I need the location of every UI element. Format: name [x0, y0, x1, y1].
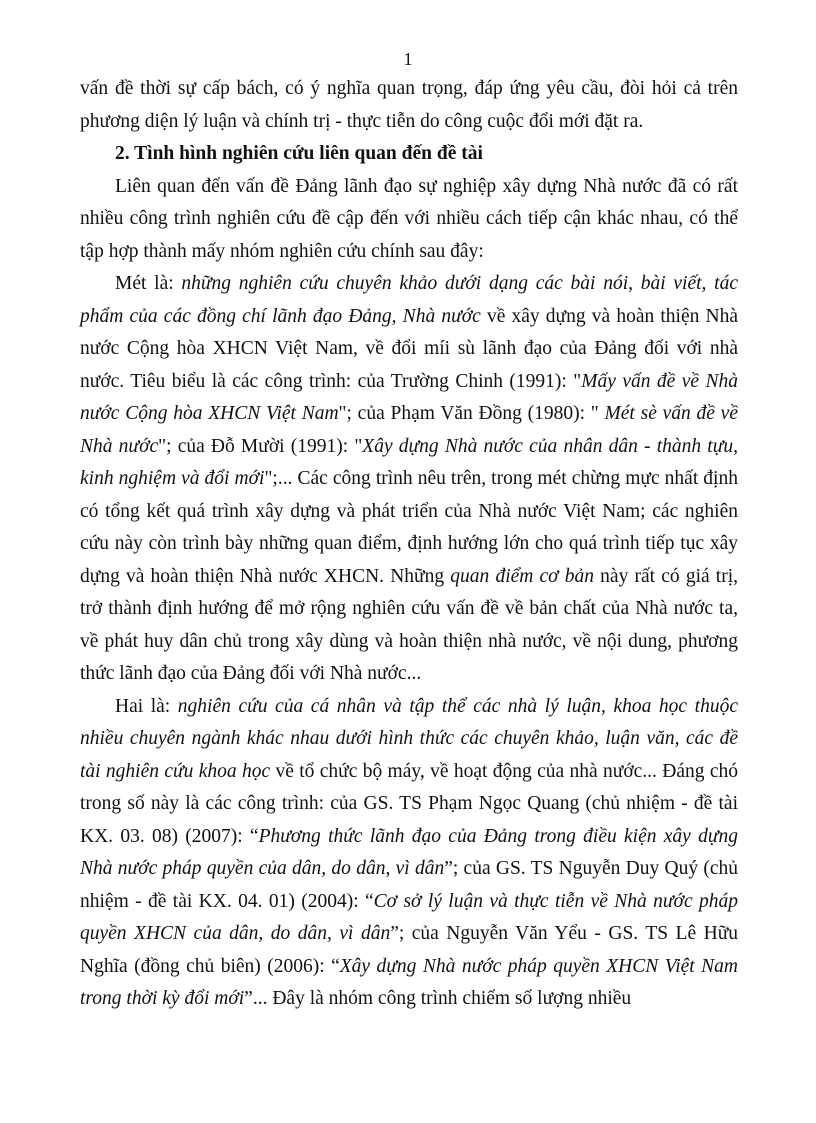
document-body	[80, 73, 738, 1016]
group-two-text-d: ”... Đây là nhóm công trình chiếm số lượng nhiều	[244, 988, 632, 1009]
page-number: 1	[403, 49, 413, 69]
paragraph-group-one	[80, 268, 738, 691]
group-two-text-a: về tổ chức bộ máy, về hoạt động của nhà nước... Đáng chó trong số này là các công trình: của GS. TS Phạm Ngọc Quang (chủ nhiệm - đề tài KX. 03. 08) (2007): “	[80, 760, 738, 847]
paragraph-intro: vấn đề thời sự cấp bách, có ý nghĩa quan trọng, đáp ứng yêu cầu, đòi hỏi cả trên phương diện lý luận và chính trị - thực tiễn do công cuộc đổi mới đặt ra.	[80, 78, 738, 132]
group-one-text-e: này rất có giá trị, trở thành định hướng để mở rộng nghiên cứu vấn đề về bản chất của Nhà nước ta, về phát huy dân chủ trong xây dùng và hoàn thiện nhà nước, về nội dung, phương thức lãnh đạo của Đảng đối với Nhà nước...	[80, 565, 739, 684]
section-heading: 2. Tình hình nghiên cứu liên quan đến đề tài	[115, 143, 483, 164]
group-one-topic: những nghiên cứu chuyên khảo dưới dạng các bài nói, bài viết, tác phẩm của các đồng chí lãnh đạo Đảng, Nhà nước	[80, 273, 738, 327]
group-one-text-b: "; của Phạm Văn Đồng (1980): "	[338, 403, 599, 424]
work-title: Cơ sở lý luận và thực tiễn về Nhà nước pháp quyền XHCN của dân, do dân, vì dân	[80, 890, 738, 944]
work-title: Phương thức lãnh đạo của Đảng trong điều kiện xây dựng Nhà nước pháp quyền của dân, do dân, vì dân	[80, 825, 738, 879]
work-title: Mấy vấn đề về Nhà nước Cộng hòa XHCN Việt Nam	[80, 370, 738, 424]
work-title: Xây dựng Nhà nước pháp quyền XHCN Việt Nam trong thời kỳ đổi mới	[80, 955, 739, 1009]
group-two-lead: Hai là:	[115, 695, 178, 717]
group-two-topic: nghiên cứu của cá nhân và tập thể các nhà lý luận, khoa học thuộc nhiều chuyên ngành khác nhau dưới hình thức các chuyên khảo, luận văn, các đề tài nghiên cứu khoa học	[80, 695, 738, 782]
group-two-text-c: ”; của Nguyễn Văn Yểu - GS. TS Lê Hữu Nghĩa (đồng chủ biên) (2006): “	[80, 923, 739, 977]
paragraph-overview: Liên quan đến vấn đề Đảng lãnh đạo sự nghiệp xây dựng Nhà nước đã có rất nhiều công trình nghiên cứu đề cập đến với nhiều cách tiếp cận khác nhau, có thể tập hợp thành mấy nhóm nghiên cứu chính sau đây:	[80, 175, 738, 262]
group-one-text-c: "; của Đỗ Mười (1991): "	[158, 435, 363, 457]
group-one-text-a: về xây dựng và hoàn thiện Nhà nước Cộng hòa XHCN Việt Nam, về đổi míi sù lãnh đạo của Đảng đối với nhà nước. Tiêu biểu là các công trình: của Trường Chinh (1991): "	[80, 305, 739, 392]
work-title: Xây dựng Nhà nước của nhân dân - thành tựu, kinh nghiệm và đổi mới	[80, 435, 738, 489]
core-viewpoints: quan điểm cơ bản	[450, 565, 595, 587]
group-two-text-b: ”; của GS. TS Nguyễn Duy Quý (chủ nhiệm - đề tài KX. 04. 01) (2004): “	[80, 858, 738, 912]
group-one-text-d: ";... Các công trình nêu trên, trong mét chừng mực nhất định có tổng kết quá trình xây dựng và phát triển của Nhà nước Việt Nam; các nghiên cứu này còn trình bày những quan điểm, định hướng lớn cho quá trình tiếp tục xây dựng và hoàn thiện Nhà nước XHCN. Những	[80, 468, 738, 587]
paragraph-group-two	[80, 691, 738, 1016]
work-title: Mét sè vấn đề về Nhà nước	[80, 403, 738, 457]
group-one-lead: Mét là:	[115, 273, 182, 294]
